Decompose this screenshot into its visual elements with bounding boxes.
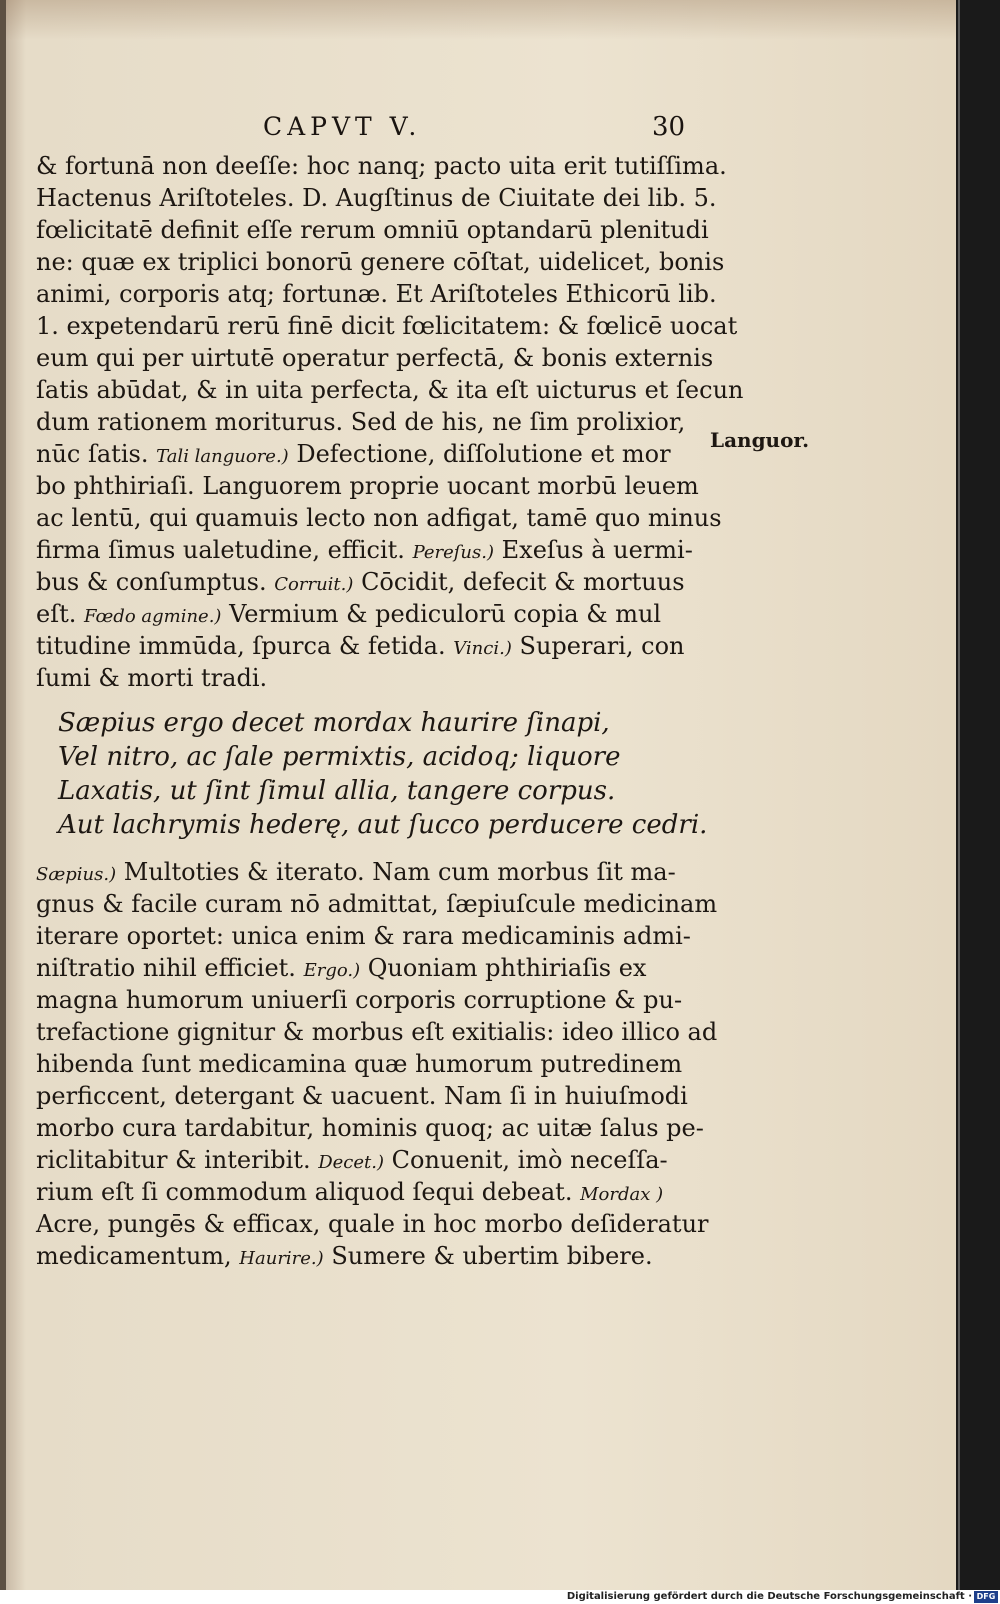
text-line: & fortunā non deeſſe: hoc nanq; pacto uita erit tutiſſima. [36, 152, 727, 180]
text-line: ne: quæ ex triplici bonorū genere cōſtat, uidelicet, bonis [36, 248, 725, 276]
verse-line: Laxatis, ut ſint ſimul allia, tangere corpus. [58, 776, 616, 806]
text-line: eum qui per uirtutē operatur perfectā, & bonis externis [36, 344, 714, 372]
text-line-mordax [36, 1176, 663, 1208]
text-line: dum rationem moriturus. Sed de his, ne ſim prolixior, [36, 408, 686, 436]
dfg-logo: DFG [974, 1591, 998, 1603]
text-line-vinci [36, 630, 685, 662]
text-line: ac lentū, qui quamuis lecto non adfigat, tamē quo minus [36, 504, 722, 532]
lemma: Tali languore.) [156, 446, 289, 467]
text-fragment: Superari, con [519, 632, 685, 660]
lemma: Sæpius.) [36, 864, 117, 885]
folio-number: 30 [652, 112, 686, 142]
text-line-agmine [36, 598, 661, 630]
text-line: fœlicitatē definit eſſe rerum omniū optandarū plenitudi [36, 216, 709, 244]
text-fragment: rium eſt ſi commodum aliquod ſequi debeat. [36, 1178, 573, 1206]
text-fragment: medicamentum, [36, 1242, 232, 1270]
scan-border [956, 0, 1000, 1590]
lemma: Mordax ) [580, 1184, 664, 1205]
lemma: Vinci.) [453, 638, 512, 659]
funding-credit: Digitalisierung gefördert durch die Deutsche Forschungsgemeinschaft · [566, 1591, 972, 1602]
text-line-ergo [36, 952, 646, 984]
lemma: Corruit.) [274, 574, 354, 595]
text-line-decet [36, 1144, 668, 1176]
scan-border-line [958, 0, 960, 1590]
text-line-haurire [36, 1240, 653, 1272]
text-fragment: Vermium & pediculorū copia & mul [229, 600, 662, 628]
text-fragment: titudine immūda, ſpurca & fetida. [36, 632, 446, 660]
text-line: bo phthiriaſi. Languorem proprie uocant morbū leuem [36, 472, 699, 500]
text-line: hibenda ſunt medicamina quæ humorum putredinem [36, 1050, 683, 1078]
lemma: Decet.) [318, 1152, 385, 1173]
text-line: animi, corporis atq; fortunæ. Et Ariſtoteles Ethicorū lib. [36, 280, 717, 308]
page-header [0, 112, 956, 148]
text-line: iterare oportet: unica enim & rara medicaminis admi- [36, 922, 691, 950]
text-line-saepius [36, 856, 676, 888]
verse-line: Aut lachrymis hederę, aut ſucco perducere cedri. [58, 810, 708, 840]
binding-spine [0, 0, 6, 1590]
text-fragment: firma ſimus ualetudine, efficit. [36, 536, 405, 564]
text-line: gnus & facile curam nō admittat, ſæpiuſcule medicinam [36, 890, 718, 918]
text-line: Hactenus Ariſtoteles. D. Augſtinus de Ciuitate dei lib. 5. [36, 184, 717, 212]
lemma: Ergo.) [303, 960, 361, 981]
text-line-languore [36, 438, 671, 470]
text-fragment: Cōcidit, defecit & mortuus [361, 568, 685, 596]
text-fragment: niſtratio nihil efficiet. [36, 954, 296, 982]
verse-line: Vel nitro, ac ſale permixtis, acidoq; liquore [58, 742, 621, 772]
running-head: CAPVT V. [263, 112, 422, 141]
page-stain [0, 0, 956, 40]
text-line: morbo cura tardabitur, hominis quoq; ac uitæ ſalus pe- [36, 1114, 704, 1142]
lemma: Fœdo agmine.) [84, 606, 222, 627]
margin-note: Languor. [710, 428, 810, 452]
text-fragment: Quoniam phthiriaſis ex [367, 954, 647, 982]
text-fragment: nūc ſatis. [36, 440, 149, 468]
text-line-corruit [36, 566, 685, 598]
text-fragment: Sumere & ubertim bibere. [331, 1242, 653, 1270]
text-fragment: Multoties & iterato. Nam cum morbus ſit ma- [123, 858, 676, 886]
lemma: Haurire.) [239, 1248, 324, 1269]
text-line: trefactione gignitur & morbus eſt exitialis: ideo illico ad [36, 1018, 718, 1046]
text-fragment: riclitabitur & interibit. [36, 1146, 311, 1174]
text-line: Acre, pungēs & efficax, quale in hoc morbo deſideratur [36, 1210, 709, 1238]
text-line: ſumi & morti tradi. [36, 664, 268, 692]
footer-bar [0, 1590, 1000, 1604]
text-line: magna humorum uniuerſi corporis corruptione & pu- [36, 986, 683, 1014]
verse-line: Sæpius ergo decet mordax haurire ſinapi, [58, 708, 610, 738]
lemma: Pereſus.) [412, 542, 495, 563]
text-line: 1. expetendarū rerū finē dicit fœlicitatem: & fœlicē uocat [36, 312, 738, 340]
text-fragment: eſt. [36, 600, 77, 628]
text-fragment: Conuenit, imò neceſſa- [391, 1146, 668, 1174]
text-fragment: Defectione, diſſolutione et mor [296, 440, 671, 468]
text-line: perficcent, detergant & uacuent. Nam ſi in huiuſmodi [36, 1082, 688, 1110]
text-fragment: bus & conſumptus. [36, 568, 267, 596]
text-fragment: Exeſus à uermi- [501, 536, 693, 564]
text-line-peresus [36, 534, 693, 566]
text-line: ſatis abūdat, & in uita perfecta, & ita eſt uicturus et ſecun [36, 376, 744, 404]
